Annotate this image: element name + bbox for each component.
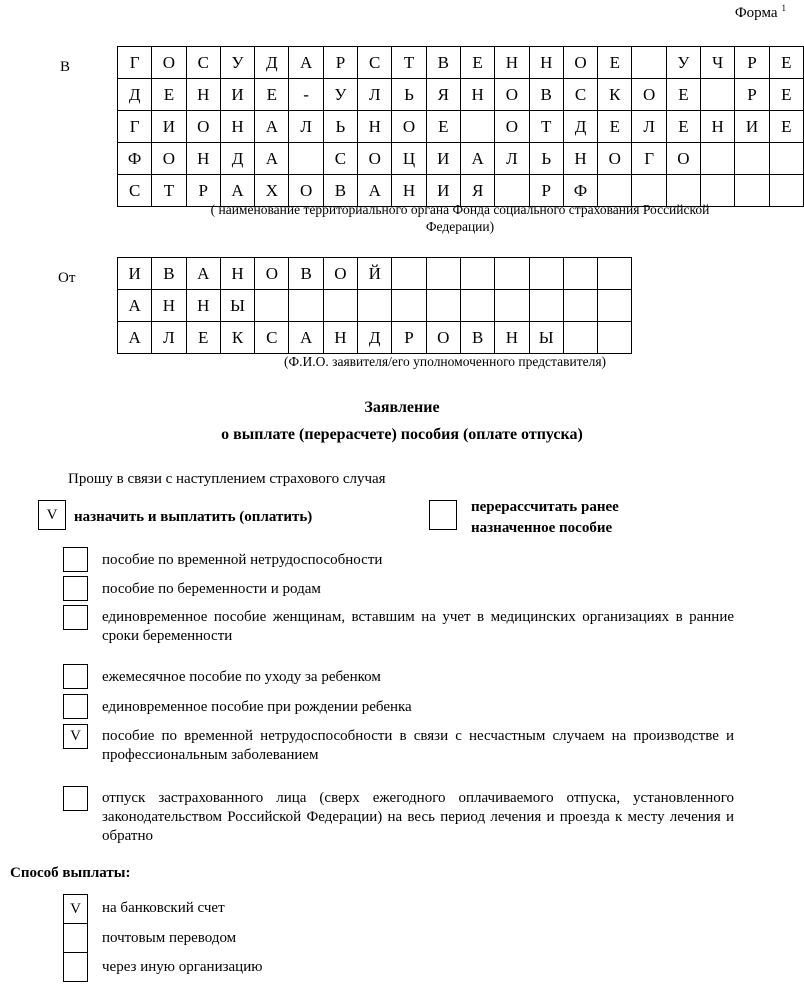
character-cell[interactable] <box>701 143 735 175</box>
character-cell[interactable]: С <box>563 79 597 111</box>
recipient-character-grid[interactable] <box>117 46 804 207</box>
character-cell[interactable]: К <box>220 322 254 354</box>
checkbox-other-organization[interactable] <box>63 952 88 982</box>
form-number-label <box>735 4 786 21</box>
character-cell[interactable] <box>598 258 632 290</box>
label-recalculate-line-1: перерассчитать ранее <box>471 499 619 515</box>
checkbox-work-injury-disability[interactable]: V <box>63 724 88 749</box>
character-cell[interactable]: И <box>152 111 186 143</box>
character-cell[interactable]: Ц <box>392 143 426 175</box>
character-cell[interactable]: Ы <box>529 322 563 354</box>
character-cell[interactable]: Л <box>632 111 666 143</box>
character-cell[interactable]: Л <box>358 79 392 111</box>
character-cell[interactable]: Я <box>426 79 460 111</box>
character-cell[interactable]: Р <box>735 79 769 111</box>
character-cell[interactable]: В <box>460 322 494 354</box>
character-cell[interactable]: А <box>255 143 289 175</box>
character-cell[interactable]: Е <box>598 111 632 143</box>
character-cell[interactable] <box>529 290 563 322</box>
character-cell[interactable]: Т <box>392 47 426 79</box>
checkbox-assign-and-pay[interactable]: V <box>38 500 66 530</box>
applicant-prefix-label: От <box>58 270 76 286</box>
character-cell[interactable]: Н <box>186 290 220 322</box>
character-cell[interactable]: Я <box>460 175 494 207</box>
applicant-character-grid[interactable] <box>117 257 632 354</box>
page-subtitle: о выплате (перерасчете) пособия (оплате отпуска) <box>221 426 583 443</box>
character-cell[interactable] <box>632 47 666 79</box>
recipient-caption-line-1: ( наименование территориального органа Фонда социального страхования Российской <box>210 202 710 217</box>
character-cell[interactable]: Н <box>186 79 220 111</box>
character-cell[interactable] <box>529 258 563 290</box>
character-grid-row <box>118 143 804 175</box>
form-number-superscript: 1 <box>781 3 786 13</box>
label-pregnancy-and-childbirth: пособие по беременности и родам <box>102 581 321 597</box>
character-grid-row <box>118 322 632 354</box>
character-cell[interactable]: О <box>323 258 357 290</box>
character-cell[interactable]: Е <box>666 111 700 143</box>
character-cell[interactable]: Н <box>495 322 529 354</box>
character-cell[interactable]: В <box>152 258 186 290</box>
character-cell[interactable]: В <box>289 258 323 290</box>
character-cell[interactable]: О <box>632 79 666 111</box>
character-cell[interactable]: Г <box>118 47 152 79</box>
character-grid-row <box>118 47 804 79</box>
character-cell[interactable]: Е <box>598 47 632 79</box>
character-cell[interactable]: И <box>426 175 460 207</box>
character-cell[interactable]: Е <box>426 111 460 143</box>
character-cell[interactable]: А <box>118 290 152 322</box>
character-cell[interactable]: Р <box>529 175 563 207</box>
checkbox-insured-person-leave[interactable] <box>63 786 88 811</box>
intro-text: Прошу в связи с наступлением страхового случая <box>68 471 386 487</box>
character-cell[interactable]: И <box>735 111 769 143</box>
label-work-injury-disability: пособие по временной нетрудоспособности в связи с несчастным случаем на производстве и профессиональным заболеванием <box>102 728 734 763</box>
character-cell[interactable]: И <box>426 143 460 175</box>
character-grid-row <box>118 258 632 290</box>
label-temporary-disability: пособие по временной нетрудоспособности <box>102 552 383 568</box>
character-cell[interactable]: Д <box>118 79 152 111</box>
character-cell[interactable]: Ч <box>701 47 735 79</box>
character-cell[interactable]: Н <box>529 47 563 79</box>
character-cell[interactable]: А <box>289 322 323 354</box>
character-grid-row <box>118 79 804 111</box>
character-cell[interactable]: А <box>289 47 323 79</box>
character-cell[interactable]: В <box>426 47 460 79</box>
label-bank-account: на банковский счет <box>102 900 225 916</box>
character-cell[interactable]: Й <box>358 258 392 290</box>
checkbox-postal-transfer[interactable] <box>63 923 88 953</box>
character-cell[interactable]: С <box>323 143 357 175</box>
character-cell[interactable] <box>392 258 426 290</box>
label-monthly-childcare: ежемесячное пособие по уходу за ребенком <box>102 669 381 685</box>
character-cell[interactable]: А <box>118 322 152 354</box>
character-cell[interactable]: В <box>529 79 563 111</box>
character-cell[interactable] <box>598 322 632 354</box>
checkbox-pregnancy-and-childbirth[interactable] <box>63 576 88 601</box>
character-cell[interactable] <box>392 290 426 322</box>
character-cell[interactable]: Н <box>392 175 426 207</box>
character-cell[interactable] <box>255 290 289 322</box>
character-cell[interactable]: О <box>598 143 632 175</box>
character-cell[interactable]: Н <box>460 79 494 111</box>
character-cell[interactable]: Р <box>323 47 357 79</box>
character-cell[interactable]: У <box>323 79 357 111</box>
character-cell[interactable]: Ь <box>529 143 563 175</box>
character-cell[interactable]: А <box>460 143 494 175</box>
character-cell[interactable] <box>495 258 529 290</box>
checkbox-monthly-childcare[interactable] <box>63 664 88 689</box>
character-cell[interactable]: Л <box>289 111 323 143</box>
character-cell[interactable]: С <box>255 322 289 354</box>
recipient-caption-line-2: Федерации) <box>425 218 495 234</box>
character-cell[interactable]: О <box>495 79 529 111</box>
character-cell[interactable]: А <box>220 175 254 207</box>
character-cell[interactable]: Д <box>255 47 289 79</box>
character-cell[interactable]: А <box>255 111 289 143</box>
character-cell[interactable]: О <box>426 322 460 354</box>
character-cell[interactable]: О <box>666 143 700 175</box>
character-cell[interactable]: Е <box>152 79 186 111</box>
character-cell[interactable]: Е <box>255 79 289 111</box>
label-other-organization: через иную организацию <box>102 959 263 975</box>
character-cell[interactable] <box>769 143 803 175</box>
character-cell[interactable] <box>598 290 632 322</box>
character-cell[interactable]: Н <box>152 290 186 322</box>
character-cell[interactable]: О <box>358 143 392 175</box>
character-cell[interactable]: Г <box>118 111 152 143</box>
character-cell[interactable]: У <box>666 47 700 79</box>
label-recalculate-line-2: назначенное пособие <box>471 520 613 536</box>
character-cell[interactable]: Е <box>769 111 803 143</box>
character-cell[interactable] <box>701 79 735 111</box>
character-cell[interactable]: У <box>220 47 254 79</box>
character-cell[interactable]: О <box>392 111 426 143</box>
character-cell[interactable]: Н <box>563 143 597 175</box>
character-cell[interactable]: Н <box>220 258 254 290</box>
character-cell[interactable] <box>563 258 597 290</box>
character-cell[interactable]: Т <box>529 111 563 143</box>
page-title: Заявление <box>364 399 440 416</box>
character-cell[interactable] <box>495 290 529 322</box>
character-cell[interactable]: И <box>220 79 254 111</box>
character-grid-row <box>118 290 632 322</box>
form-number-text: Форма <box>734 5 778 21</box>
character-cell[interactable]: Р <box>735 47 769 79</box>
character-cell[interactable]: Т <box>152 175 186 207</box>
character-cell[interactable]: В <box>323 175 357 207</box>
character-cell[interactable]: И <box>118 258 152 290</box>
character-cell[interactable] <box>460 111 494 143</box>
character-cell[interactable]: Н <box>186 143 220 175</box>
character-cell[interactable] <box>460 258 494 290</box>
applicant-grid-caption: (Ф.И.О. заявителя/его уполномоченного представителя) <box>283 354 607 369</box>
character-cell[interactable]: О <box>152 47 186 79</box>
character-cell[interactable] <box>289 290 323 322</box>
character-cell[interactable]: Ь <box>323 111 357 143</box>
character-cell[interactable]: Е <box>666 79 700 111</box>
character-cell[interactable]: Е <box>769 79 803 111</box>
character-cell[interactable] <box>563 290 597 322</box>
character-cell[interactable]: О <box>186 111 220 143</box>
character-cell[interactable] <box>735 143 769 175</box>
character-cell[interactable]: Х <box>255 175 289 207</box>
character-cell[interactable] <box>426 258 460 290</box>
character-cell[interactable]: Е <box>769 47 803 79</box>
recipient-grid-caption <box>130 202 790 236</box>
checkbox-temporary-disability[interactable] <box>63 547 88 572</box>
character-cell[interactable]: Д <box>358 322 392 354</box>
character-grid-row <box>118 111 804 143</box>
character-cell[interactable]: О <box>563 47 597 79</box>
character-cell[interactable]: Е <box>186 322 220 354</box>
label-childbirth-lump-sum: единовременное пособие при рождении ребенка <box>102 699 412 715</box>
character-cell[interactable]: О <box>152 143 186 175</box>
character-cell[interactable] <box>289 143 323 175</box>
character-cell[interactable]: С <box>118 175 152 207</box>
character-cell[interactable]: А <box>358 175 392 207</box>
character-cell[interactable]: А <box>186 258 220 290</box>
character-cell[interactable]: Ы <box>220 290 254 322</box>
checkbox-childbirth-lump-sum[interactable] <box>63 694 88 719</box>
checkbox-early-registration[interactable] <box>63 605 88 630</box>
character-cell[interactable]: О <box>495 111 529 143</box>
character-cell[interactable]: Ф <box>118 143 152 175</box>
character-cell[interactable]: Л <box>152 322 186 354</box>
character-cell[interactable]: Л <box>495 143 529 175</box>
character-cell[interactable]: Н <box>323 322 357 354</box>
character-cell[interactable] <box>323 290 357 322</box>
character-cell[interactable] <box>563 322 597 354</box>
character-cell[interactable] <box>358 290 392 322</box>
character-cell[interactable]: Ф <box>563 175 597 207</box>
label-early-registration: единовременное пособие женщинам, вставшим на учет в медицинских организациях в ранние сроки беременности <box>102 609 734 644</box>
character-cell[interactable]: О <box>289 175 323 207</box>
payment-method-heading: Способ выплаты: <box>10 865 131 881</box>
character-cell[interactable]: Н <box>358 111 392 143</box>
character-cell[interactable]: С <box>358 47 392 79</box>
checkbox-bank-account[interactable]: V <box>63 894 88 924</box>
character-cell[interactable] <box>460 290 494 322</box>
character-cell[interactable]: Ь <box>392 79 426 111</box>
character-cell[interactable]: О <box>255 258 289 290</box>
character-cell[interactable]: Н <box>220 111 254 143</box>
checkbox-recalculate[interactable] <box>429 500 457 530</box>
label-postal-transfer: почтовым переводом <box>102 930 237 946</box>
character-cell[interactable] <box>426 290 460 322</box>
character-cell[interactable]: Е <box>460 47 494 79</box>
character-cell[interactable]: - <box>289 79 323 111</box>
character-cell[interactable]: Д <box>220 143 254 175</box>
character-cell[interactable]: Р <box>392 322 426 354</box>
label-insured-person-leave: отпуск застрахованного лица (сверх ежегодного оплачиваемого отпуска, установленного законодательством Российской Федерации) на весь период лечения и проезда к месту лечения и обратно <box>102 790 734 844</box>
character-cell[interactable]: К <box>598 79 632 111</box>
label-assign-and-pay: назначить и выплатить (оплатить) <box>74 509 313 525</box>
character-cell[interactable]: Д <box>563 111 597 143</box>
character-cell[interactable]: Н <box>495 47 529 79</box>
character-cell[interactable]: Г <box>632 143 666 175</box>
character-cell[interactable]: С <box>186 47 220 79</box>
character-cell[interactable]: Н <box>701 111 735 143</box>
recipient-prefix-label: В <box>60 59 71 75</box>
character-cell[interactable]: Р <box>186 175 220 207</box>
